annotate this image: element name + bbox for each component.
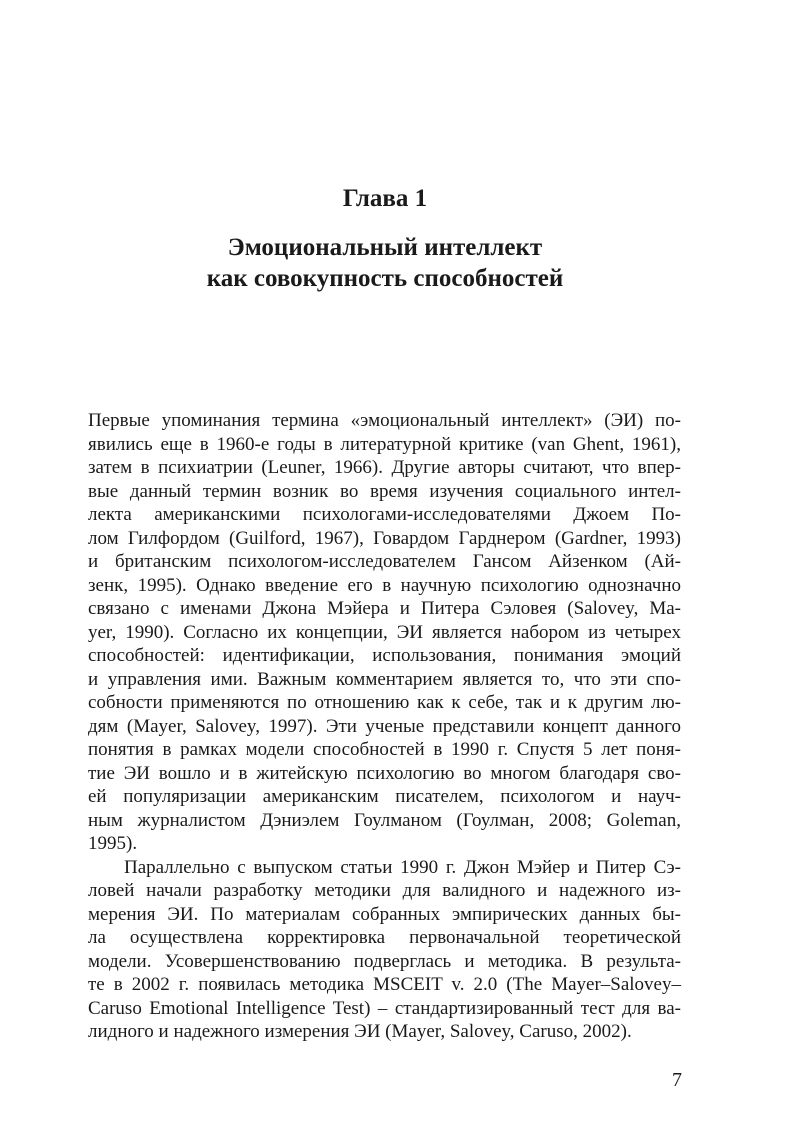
text-line: и британским психологом-исследователем Гансом Айзенком (Ай- (88, 551, 681, 572)
text-line: мерения ЭИ. По материалам собранных эмпирических данных бы- (88, 903, 681, 925)
text-line: тие ЭИ вошло и в житейскую психологию во многом благодаря сво- (88, 762, 681, 784)
text-line: лекта американскими психологами-исследователями Джоем По- (88, 504, 681, 525)
chapter-title-line: как совокупность способностей (206, 265, 564, 292)
text-line: затем в психиатрии (Leuner, 1966). Другие авторы считают, что впер- (88, 457, 681, 478)
text-line: Параллельно с выпуском статьи 1990 г. Джон Мэйер и Питер Сэ- (124, 856, 681, 878)
text-line: вые данный термин возник во время изучения социального интел- (88, 480, 681, 502)
text-line: понятия в рамках модели способностей в 1990 г. Спустя 5 лет поня- (88, 739, 681, 760)
text-line: дям (Mayer, Salovey, 1997). Эти ученые представили концепт данного (88, 715, 681, 737)
paragraph-2 (88, 856, 681, 1044)
text-line: лом Гилфордом (Guilford, 1967), Говардом Гарднером (Gardner, 1993) (88, 527, 681, 549)
text-line: yer, 1990). Согласно их концепции, ЭИ является набором из четырех (88, 621, 681, 643)
text-line: ным журналистом Дэниэлем Гоулманом (Гоулман, 2008; Goleman, (88, 809, 681, 831)
text-line: способностей: идентификации, использования, понимания эмоций (88, 645, 681, 666)
body-text (88, 409, 681, 1044)
text-line: 1995). (88, 833, 138, 854)
text-line: ей популяризации американским писателем, психологом и науч- (88, 786, 681, 807)
text-line: Первые упоминания термина «эмоциональный интеллект» (ЭИ) по- (88, 410, 681, 431)
text-line: собности применяются по отношению как к себе, так и к другим лю- (88, 692, 681, 713)
text-line: Caruso Emotional Intelligence Test) – стандартизированный тест для ва- (88, 997, 681, 1019)
paragraph-1 (88, 409, 681, 856)
text-line: ловей начали разработку методики для валидного и надежного из- (88, 880, 681, 901)
text-line: связано с именами Джона Мэйера и Питера Сэловея (Salovey, Ма- (88, 598, 681, 619)
text-line: те в 2002 г. появилась методика MSCEIT v. 2.0 (The Mayer–Salovey– (88, 974, 681, 995)
text-line: ла осуществлена корректировка первоначальной теоретической (88, 927, 681, 948)
chapter-title (0, 232, 770, 294)
text-line: и управления ими. Важным комментарием является то, что эти спо- (88, 668, 681, 690)
text-line: зенк, 1995). Однако введение его в научную психологию однозначно (88, 574, 681, 596)
text-line: модели. Усовершенствованию подверглась и методика. В результа- (88, 950, 681, 972)
page-number: 7 (672, 1069, 682, 1091)
chapter-label: Глава 1 (342, 185, 428, 212)
text-line: лидного и надежного измерения ЭИ (Mayer, Salovey, Caruso, 2002). (88, 1021, 632, 1042)
chapter-title-line: Эмоциональный интеллект (227, 234, 543, 261)
text-line: явились еще в 1960-е годы в литературной критике (van Ghent, 1961), (88, 433, 681, 455)
